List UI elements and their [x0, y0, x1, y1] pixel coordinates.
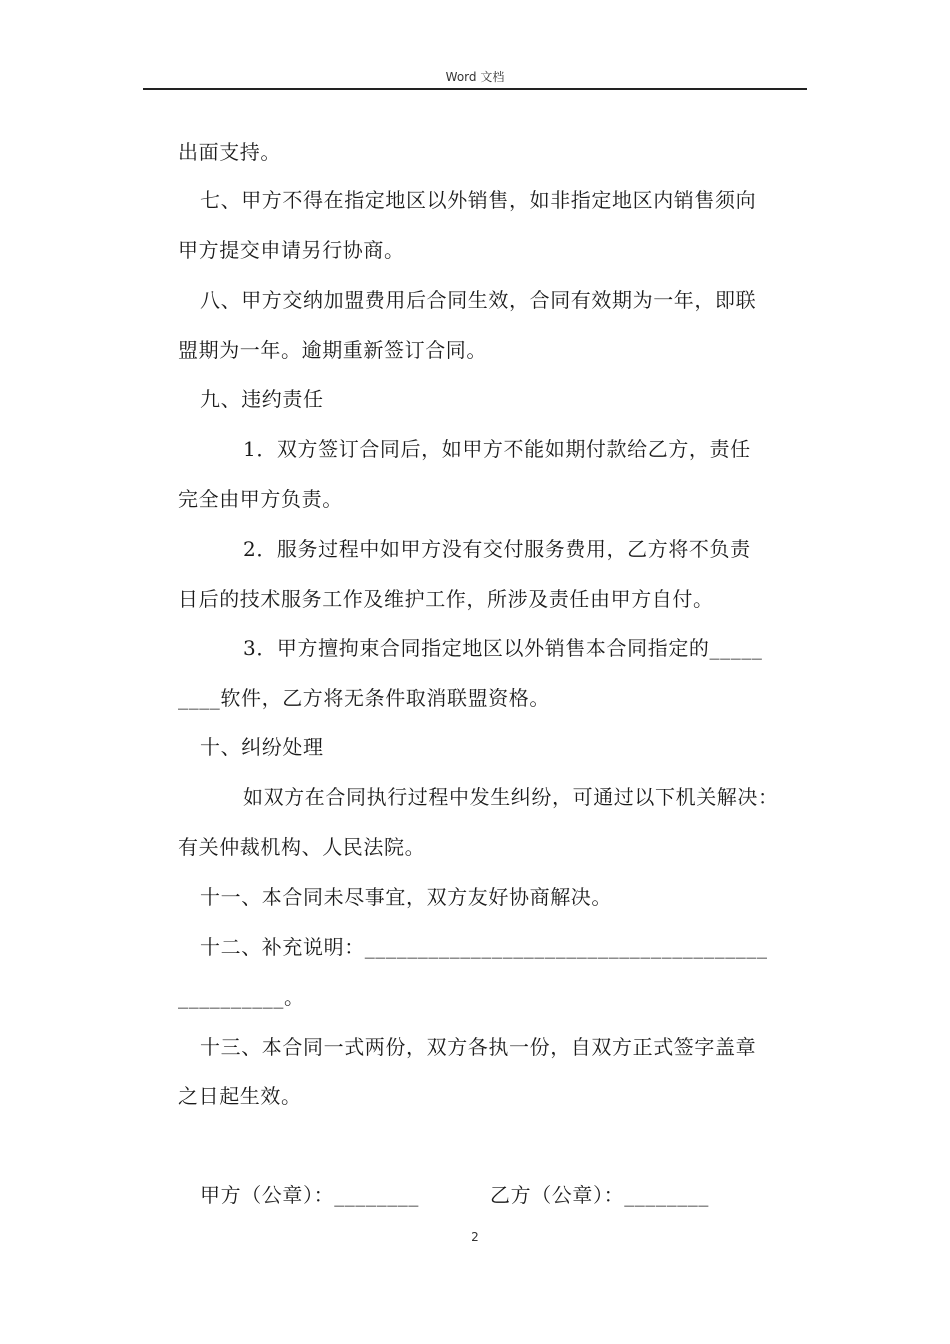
- body-line: 2．服务过程中如甲方没有交付服务费用，乙方将不负责: [243, 537, 751, 561]
- body-line: 如双方在合同执行过程中发生纠纷，可通过以下机关解决：: [243, 785, 779, 809]
- party-a-signature: 甲方（公章）：________: [200, 1183, 419, 1207]
- body-line: 十三、本合同一式两份，双方各执一份，自双方正式签字盖章: [200, 1035, 757, 1059]
- body-line: 出面支持。: [178, 140, 281, 164]
- section-heading: 九、违约责任: [200, 387, 324, 411]
- body-line: 3．甲方擅拘束合同指定地区以外销售本合同指定的_____: [243, 636, 763, 660]
- header-divider: [143, 88, 807, 90]
- body-line: 八、甲方交纳加盟费用后合同生效，合同有效期为一年，即联: [200, 288, 757, 312]
- party-b-signature: 乙方（公章）：________: [490, 1183, 709, 1207]
- body-line: 完全由甲方负责。: [178, 487, 343, 511]
- body-line: 十二、补充说明：______________________________________: [200, 935, 768, 959]
- body-line: 1．双方签订合同后，如甲方不能如期付款给乙方，责任: [243, 437, 751, 461]
- body-line: 之日起生效。: [178, 1084, 302, 1108]
- body-line: 十一、本合同未尽事宜，双方友好协商解决。: [200, 885, 612, 909]
- body-line: ____软件，乙方将无条件取消联盟资格。: [178, 686, 550, 710]
- body-line: 盟期为一年。逾期重新签订合同。: [178, 338, 487, 362]
- body-line: __________。: [178, 985, 305, 1009]
- document-header: Word 文档: [445, 70, 505, 84]
- body-line: 有关仲裁机构、人民法院。: [178, 835, 426, 859]
- body-line: 七、甲方不得在指定地区以外销售，如非指定地区内销售须向: [200, 188, 757, 212]
- section-heading: 十、纠纷处理: [200, 735, 324, 759]
- page-number: 2: [471, 1230, 479, 1244]
- body-line: 日后的技术服务工作及维护工作，所涉及责任由甲方自付。: [178, 587, 714, 611]
- body-line: 甲方提交申请另行协商。: [178, 238, 405, 262]
